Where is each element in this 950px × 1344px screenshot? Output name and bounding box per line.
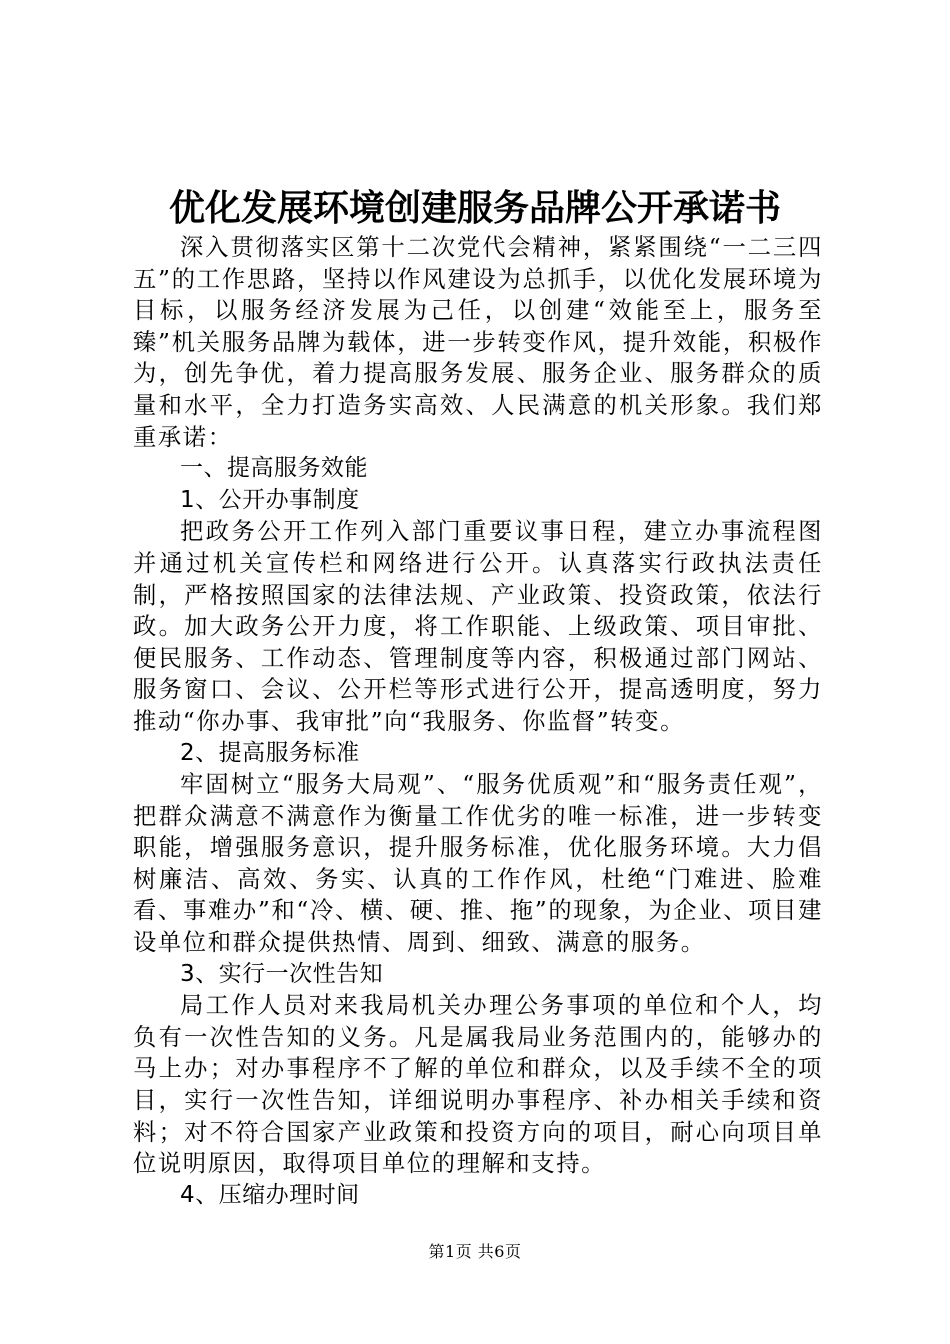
item-heading-1: 1、公开办事制度 [180, 486, 360, 513]
section-heading-1: 一、提高服务效能 [180, 455, 368, 482]
page-footer: 第1页 共6页 [428, 1242, 522, 1261]
item-paragraph-1: 把政务公开工作列入部门重要议事日程，建立办事流程图并通过机关宣传栏和网络进行公开。认真落实行政执法责任制，严格按照国家的法律法规、产业政策、投资政策，依法行政。加大政务公开力度，将工作职能、上级政策、项目审批、便民服务、工作动态、管理制度等内容，积极通过部门网站、服务窗口、会议、公开栏等形式进行公开，提高透明度，努力推动“你办事、我审批”向“我服务、你监督”转变。 [133, 518, 823, 735]
document-body [133, 232, 823, 1211]
item-heading-4: 4、压缩办理时间 [180, 1181, 360, 1208]
item-heading-2: 2、提高服务标准 [180, 739, 360, 766]
item-paragraph-2: 牢固树立“服务大局观”、“服务优质观”和“服务责任观”，把群众满意不满意作为衡量工作优劣的唯一标准，进一步转变职能，增强服务意识，提升服务标准，优化服务环境。大力倡树廉洁、高效、务实、认真的工作作风，杜绝“门难进、脸难看、事难办”和“冷、横、硬、推、拖”的现象，为企业、项目建设单位和群众提供热情、周到、细致、满意的服务。 [133, 771, 823, 957]
item-paragraph-3: 局工作人员对来我局机关办理公务事项的单位和个人，均负有一次性告知的义务。凡是属我局业务范围内的，能够办的马上办；对办事程序不了解的单位和群众，以及手续不全的项目，实行一次性告知，详细说明办事程序、补办相关手续和资料；对不符合国家产业政策和投资方向的项目，耐心向项目单位说明原因，取得项目单位的理解和支持。 [133, 992, 823, 1178]
document-title: 优化发展环境创建服务品牌公开承诺书 [168, 188, 781, 229]
intro-paragraph: 深入贯彻落实区第十二次党代会精神，紧紧围绕“一二三四五”的工作思路，坚持以作风建设为总抓手，以优化发展环境为目标，以服务经济发展为己任，以创建“效能至上，服务至臻”机关服务品牌为载体，进一步转变作风，提升效能，积极作为，创先争优，着力提高服务发展、服务企业、服务群众的质量和水平，全力打造务实高效、人民满意的机关形象。我们郑重承诺： [133, 234, 823, 451]
item-heading-3: 3、实行一次性告知 [180, 960, 384, 987]
